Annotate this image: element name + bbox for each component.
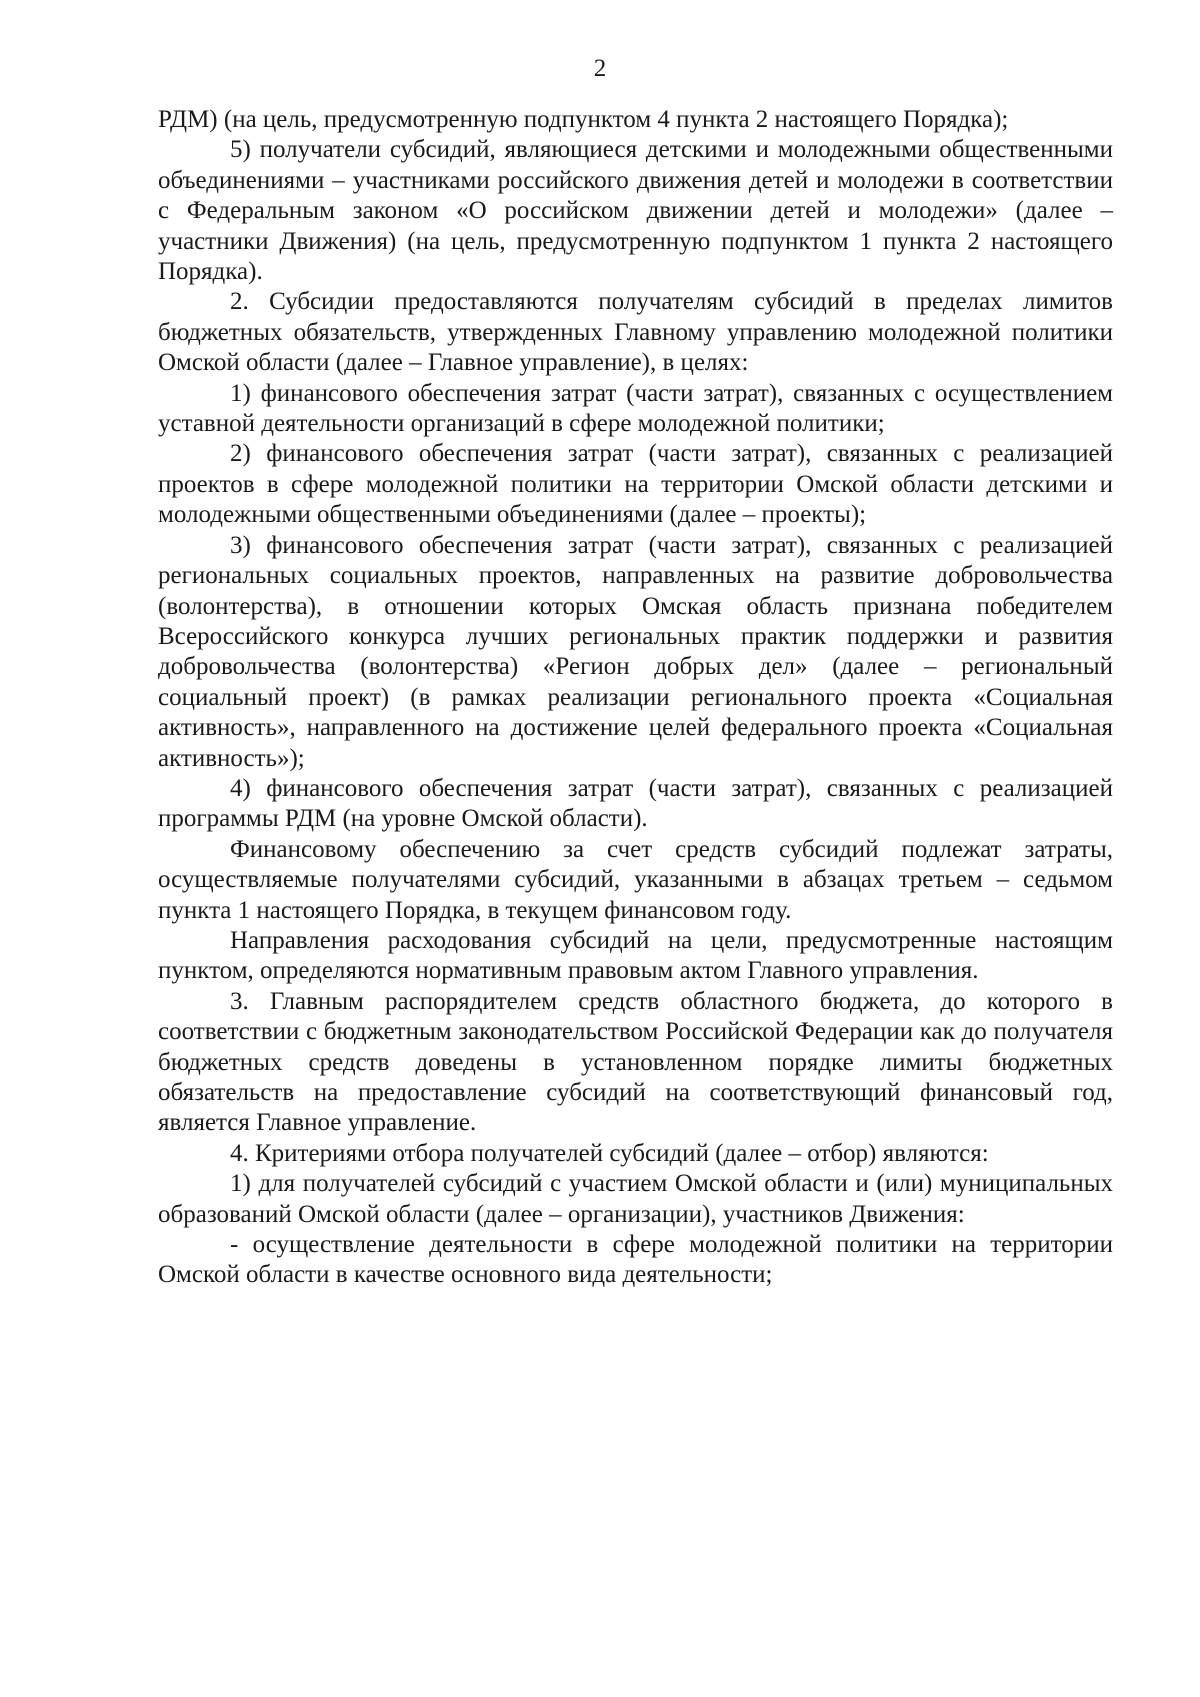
paragraph: 5) получатели субсидий, являющиеся детскими и молодежными общественными объединениями – участниками российского движения детей и молодежи в соответствии с Федеральным законом «О российском движении детей и молодежи» (далее – участники Движения) (на цель, предусмотренную подпунктом 1 пункта 2 настоящего Порядка). [158, 136, 1113, 286]
paragraph: 1) для получателей субсидий с участием Омской области и (или) муниципальных образований Омской области (далее – организации), участников Движения: [158, 1170, 1113, 1228]
paragraph: 4) финансового обеспечения затрат (части затрат), связанных с реализацией программы РДМ (на уровне Омской области). [158, 774, 1113, 833]
paragraph: 2. Субсидии предоставляются получателям субсидий в пределах лимитов бюджетных обязательств, утвержденных Главному управлению молодежной политики Омской области (далее – Главное управление), в целях: [158, 288, 1113, 377]
paragraph: Направления расходования субсидий на цели, предусмотренные настоящим пунктом, определяются нормативным правовым актом Главного управления. [158, 926, 1113, 985]
document-body [158, 105, 1113, 1291]
page-number: 2 [593, 55, 607, 82]
paragraph: Финансовому обеспечению за счет средств субсидий подлежат затраты, осуществляемые получателями субсидий, указанными в абзацах третьем – седьмом пункта 1 настоящего Порядка, в текущем финансовом году. [158, 835, 1113, 924]
paragraph: 2) финансового обеспечения затрат (части затрат), связанных с реализацией проектов в сфере молодежной политики на территории Омской области детскими и молодежными общественными объединениями (далее – проекты); [158, 440, 1113, 529]
paragraph: 3. Главным распорядителем средств областного бюджета, до которого в соответствии с бюджетным законодательством Российской Федерации как до получателя бюджетных средств доведены в установленном порядке лимиты бюджетных обязательств на предоставление субсидий на соответствующий финансовый год, является Главное управление. [158, 987, 1113, 1137]
paragraph: 3) финансового обеспечения затрат (части затрат), связанных с реализацией региональных социальных проектов, направленных на развитие добровольчества (волонтерства), в отношении которых Омская область признана победителем Всероссийского конкурса лучших региональных практик поддержки и развития добровольчества (волонтерства) «Регион добрых дел» (далее – региональный социальный проект) (в рамках реализации регионального проекта «Социальная активность», направленного на достижение целей федерального проекта «Социальная активность»); [158, 531, 1113, 772]
paragraph: 4. Критериями отбора получателей субсидий (далее – отбор) являются: [230, 1139, 989, 1167]
paragraph: 1) финансового обеспечения затрат (части затрат), связанных с осуществлением уставной деятельности организаций в сфере молодежной политики; [158, 379, 1113, 438]
paragraph: - осуществление деятельности в сфере молодежной политики на территории Омской области в качестве основного вида деятельности; [158, 1231, 1113, 1289]
paragraph: РДМ) (на цель, предусмотренную подпунктом 4 пункта 2 настоящего Порядка); [158, 106, 1009, 133]
